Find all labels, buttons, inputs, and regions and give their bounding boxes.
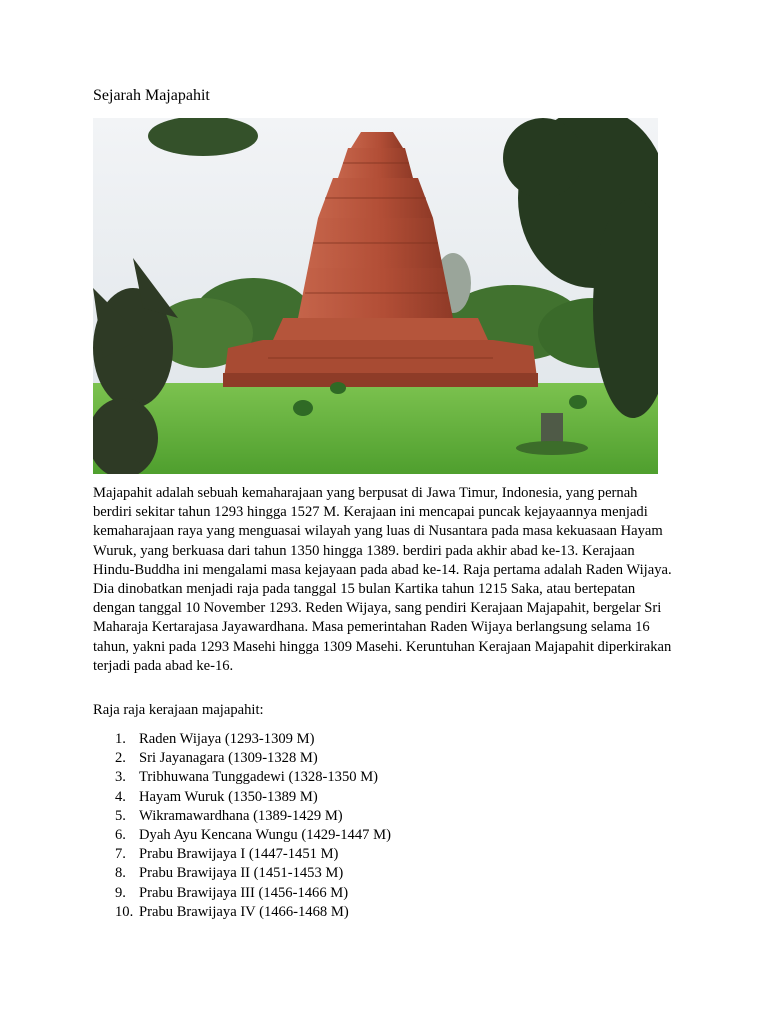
document-title: Sejarah Majapahit (93, 87, 210, 104)
list-item: 2. Sri Jayanagara (1309-1328 M) (115, 750, 318, 767)
temple-photo (93, 118, 658, 474)
list-item: 3. Tribhuwana Tunggadewi (1328-1350 M) (115, 769, 379, 786)
list-item: 5. Wikramawardhana (1389-1429 M) (115, 807, 343, 824)
list-item: 6. Dyah Ayu Kencana Wungu (1429-1447 M) (115, 826, 391, 843)
list-item: 9. Prabu Brawijaya III (1456-1466 M) (115, 884, 349, 901)
kings-list-heading: Raja raja kerajaan majapahit: (93, 702, 264, 718)
list-item: 1. Raden Wijaya (1293-1309 M) (115, 731, 315, 747)
list-item: 10. Prabu Brawijaya IV (1466-1468 M) (115, 903, 349, 920)
list-item: 4. Hayam Wuruk (1350-1389 M) (115, 788, 318, 805)
list-item: 8. Prabu Brawijaya II (1451-1453 M) (115, 865, 344, 882)
history-paragraph: Majapahit adalah sebuah kemaharajaan yang berpusat di Jawa Timur, Indonesia, yang pernah berdiri sekitar tahun 1293 hingga 1527 M. Kerajaan ini mencapai puncak kejayaannya menjadi kemaharajaan raya yang menguasai wilayah yang luas di Nusantara pada masa kekuasaan Hayam Wuruk, yang berkuasa dari tahun 1350 hingga 1389. berdiri pada akhir abad ke-13. Kerajaan Hindu-Buddha ini mengalami masa kejayaan pada abad ke-14. Raja pertama adalah Raden Wijaya. Dia dinobatkan menjadi raja pada tanggal 15 bulan Kartika tahun 1215 Saka, atau bertepatan dengan tanggal 10 November 1293. Reden Wijaya, sang pendiri Kerajaan Majapahit, bergelar Sri Maharaja Kertarajasa Jayawardhana. Masa pemerintahan Raden Wijaya berlangsung selama 16 tahun, yakni pada 1293 Masehi hingga 1309 Masehi. Keruntuhan Kerajaan Majapahit diperkirakan terjadi pada abad ke-16. (93, 485, 672, 674)
list-item: 7. Prabu Brawijaya I (1447-1451 M) (115, 846, 339, 863)
kings-list (93, 730, 391, 922)
